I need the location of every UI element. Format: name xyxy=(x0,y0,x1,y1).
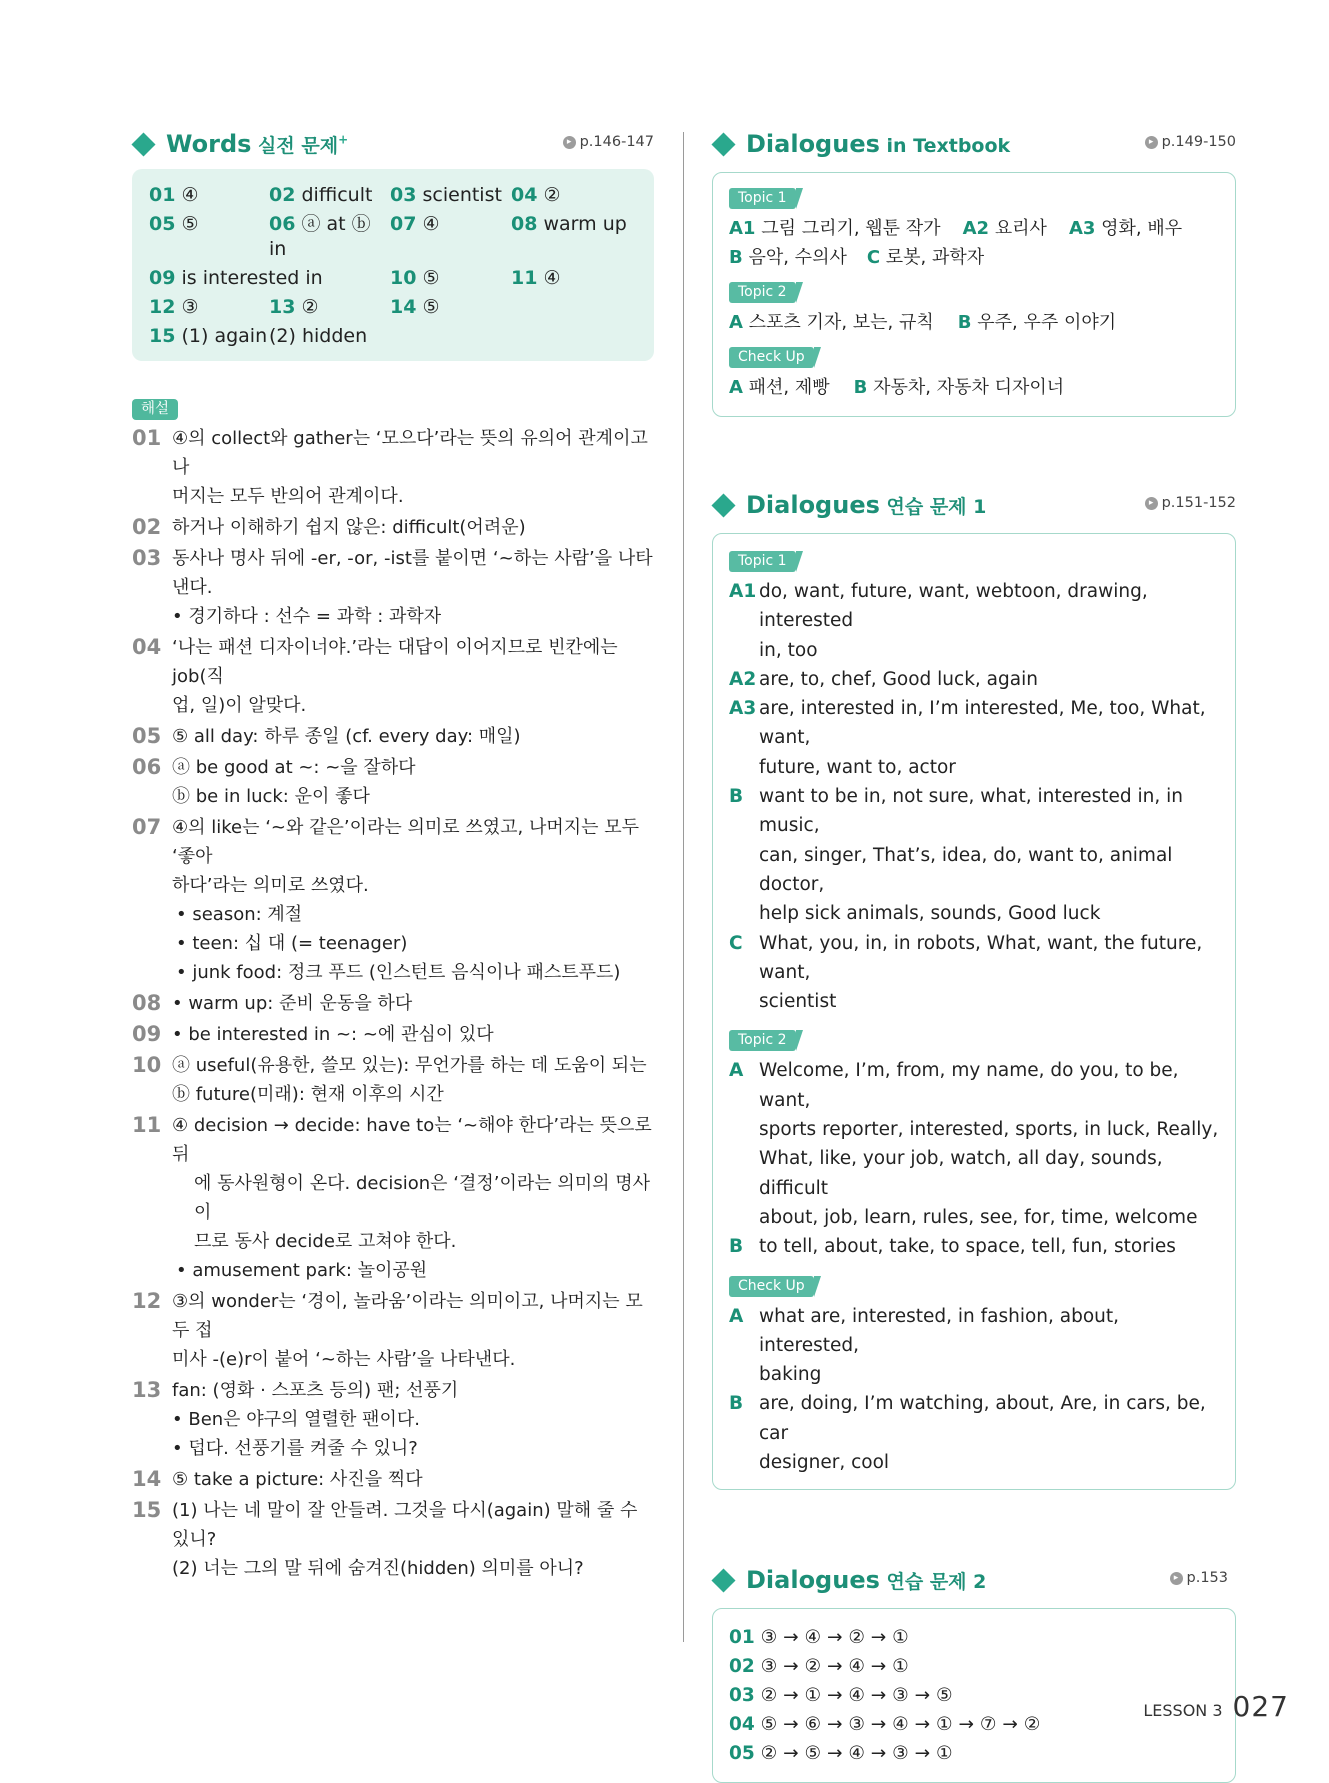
column-divider xyxy=(683,132,684,1642)
page-icon: ▸ xyxy=(1145,136,1158,149)
textbook-title-en: Dialogues xyxy=(746,130,880,158)
explanation-line: 머지는 모두 반의어 관계이다. xyxy=(172,486,404,507)
practice1-title xyxy=(746,491,986,519)
practice1-topic2-list xyxy=(729,1056,1219,1261)
answer-number: 05 xyxy=(149,213,176,235)
explanation-line: • amusement park: 놀이공원 xyxy=(176,1260,428,1281)
practice-answer xyxy=(729,694,1219,782)
plus-mark: + xyxy=(338,132,349,147)
answer-label: A2 xyxy=(962,218,990,239)
words-title-ko: 실전 문제 xyxy=(251,135,339,157)
answer-pair xyxy=(729,247,847,268)
sequence-value: ② → ⑤ → ④ → ③ → ① xyxy=(754,1743,953,1765)
answer-text: 로봇, 과학자 xyxy=(880,247,985,268)
explanation-line: ⓐ useful(유용한, 쓸모 있는): 무언가를 하는 데 도움이 되는 xyxy=(172,1055,647,1076)
answer-value: ③ xyxy=(181,296,199,318)
answer-cell xyxy=(149,266,390,291)
answer-value: ⑤ xyxy=(422,267,440,289)
page-number: 027 xyxy=(1232,1690,1289,1723)
words-page-ref-text: p.146-147 xyxy=(579,134,654,150)
practice-answer xyxy=(729,1302,1219,1390)
answer-number: 14 xyxy=(390,296,417,318)
explanation-line: ⓐ be good at ~: ~을 잘하다 xyxy=(172,757,416,778)
answer-line: future, want to, actor xyxy=(759,756,956,778)
answer-cell xyxy=(390,295,511,320)
answer-cell xyxy=(511,266,638,291)
explanation-item xyxy=(132,544,654,631)
practice1-title-ko: 연습 문제 1 xyxy=(879,496,987,518)
answer-number: 12 xyxy=(149,296,176,318)
words-title-en: Words xyxy=(166,130,252,158)
explanation-number: 01 xyxy=(132,426,162,450)
answer-label: A1 xyxy=(729,581,757,602)
answer-line: are, doing, I’m watching, about, Are, in cars, be, car xyxy=(759,1393,1206,1444)
practice2-page-ref-text: p.153 xyxy=(1186,1570,1228,1587)
answer-pair xyxy=(1069,218,1182,239)
explanation-line: • warm up: 준비 운동을 하다 xyxy=(172,993,413,1014)
sequence-number: 05 xyxy=(729,1743,755,1765)
explanation-line: (2) 너는 그의 말 뒤에 숨겨진(hidden) 의미를 아니? xyxy=(172,1558,584,1579)
explanation-number: 05 xyxy=(132,724,162,748)
explanation-line: • teen: 십 대 (= teenager) xyxy=(176,933,408,954)
answer-number: 03 xyxy=(390,184,417,206)
answer-cell xyxy=(511,295,638,320)
explanation-line: 에 동사원형이 온다. decision은 ‘결정’이라는 의미의 명사이 xyxy=(194,1173,651,1223)
explanation-line: • junk food: 정크 푸드 (인스턴트 음식이나 패스트푸드) xyxy=(176,962,621,983)
explanation-line: 업, 일)이 알맞다. xyxy=(172,695,307,716)
explanation-item xyxy=(132,1376,654,1463)
practice-answer xyxy=(729,1389,1219,1477)
explanation-item xyxy=(132,753,654,811)
explanation-item xyxy=(132,1496,654,1583)
answer-cell xyxy=(149,295,269,320)
answer-pair xyxy=(729,312,934,333)
answer-number: 09 xyxy=(149,267,176,289)
explanation-number: 08 xyxy=(132,991,162,1015)
answer-text: 패션, 제빵 xyxy=(742,377,830,398)
explanation-line: • 덥다. 선풍기를 켜줄 수 있니? xyxy=(172,1438,418,1459)
answer-line: Welcome, I’m, from, my name, do you, to be, want, xyxy=(759,1060,1179,1111)
textbook-answer-box xyxy=(712,172,1236,417)
explanation-number: 04 xyxy=(132,635,162,659)
answer-label: B xyxy=(729,786,744,808)
textbook-topic1-line2 xyxy=(729,243,1219,272)
sequence-number: 03 xyxy=(729,1685,755,1707)
answer-line: do, want, future, want, webtoon, drawing, interested xyxy=(759,581,1148,632)
practice1-page-ref xyxy=(1145,495,1236,511)
answer-value: warm up xyxy=(543,213,627,235)
sequence-answer xyxy=(729,1739,1219,1768)
practice1-title-en: Dialogues xyxy=(746,491,880,519)
explanation-item xyxy=(132,1287,654,1374)
diamond-icon xyxy=(711,132,735,156)
answer-cell xyxy=(511,212,638,262)
answer-number: 11 xyxy=(511,267,538,289)
answer-line: designer, cool xyxy=(759,1452,890,1474)
answer-text: 음악, 수의사 xyxy=(742,247,847,268)
explanation-item xyxy=(132,633,654,720)
answer-value: ⑤ xyxy=(181,213,199,235)
practice-answer xyxy=(729,577,1219,665)
answer-pair xyxy=(963,218,1047,239)
explanation-line: • be interested in ~: ~에 관심이 있다 xyxy=(172,1024,494,1045)
page-icon: ▸ xyxy=(563,136,576,149)
sequence-number: 04 xyxy=(729,1714,755,1736)
explanation-number: 02 xyxy=(132,515,162,539)
answer-value: ④ xyxy=(181,184,199,206)
answer-number: 08 xyxy=(511,213,538,235)
answer-line: sports reporter, interested, sports, in luck, Really, xyxy=(759,1119,1219,1141)
answer-number: 02 xyxy=(269,184,296,206)
answer-number: 04 xyxy=(511,184,538,206)
answer-number: 06 xyxy=(269,213,296,235)
explanation-line: ③의 wonder는 ‘경이, 놀라움’이라는 의미이고, 나머지는 모두 접 xyxy=(172,1291,643,1341)
explanation-badge: 해설 xyxy=(132,399,178,420)
page-footer xyxy=(1143,1690,1289,1723)
textbook-section-header xyxy=(712,128,1236,160)
explanation-number: 07 xyxy=(132,815,162,839)
topic2-badge: Topic 2 xyxy=(729,282,796,303)
practice1-page-ref-text: p.151-152 xyxy=(1161,495,1236,511)
answer-pair xyxy=(854,377,1065,398)
answer-cell xyxy=(269,295,390,320)
answer-line: can, singer, That’s, idea, do, want to, animal doctor, xyxy=(759,844,1173,895)
answer-line: in, too xyxy=(759,639,818,661)
practice2-section-header xyxy=(712,1564,1236,1596)
answer-text: 요리사 xyxy=(989,218,1047,239)
practice2-title-en: Dialogues xyxy=(746,1566,880,1595)
explanation-line: • season: 계절 xyxy=(176,904,303,925)
practice1-section-header xyxy=(712,489,1236,521)
sequence-value: ③ → ② → ④ → ① xyxy=(754,1656,909,1678)
page-icon: ▸ xyxy=(1170,1572,1183,1585)
explanation-line: ④의 collect와 gather는 ‘모으다’라는 뜻의 유의어 관계이고 나 xyxy=(172,428,648,478)
explanation-item xyxy=(132,989,654,1018)
answer-line: what are, interested, in fashion, about, interested, xyxy=(759,1305,1120,1356)
sequence-answer xyxy=(729,1623,1219,1652)
explanation-number: 13 xyxy=(132,1378,162,1402)
explanation-line: fan: (영화 · 스포츠 등의) 팬; 선풍기 xyxy=(172,1380,459,1401)
answer-cell xyxy=(269,212,390,262)
answer-pair xyxy=(729,218,941,239)
answer-line: What, like, your job, watch, all day, sounds, difficult xyxy=(759,1148,1163,1199)
practice1-checkup-list xyxy=(729,1302,1219,1478)
explanation-line: ④의 like는 ‘~와 같은’이라는 의미로 쓰였고, 나머지는 모두 ‘좋아 xyxy=(172,817,640,867)
practice-answer xyxy=(729,929,1219,1017)
answer-cell xyxy=(390,212,511,262)
answer-cell xyxy=(269,183,390,208)
answer-value: ⓐ at ⓑ in xyxy=(269,213,371,260)
explanation-item xyxy=(132,1051,654,1109)
practice-answer xyxy=(729,665,1219,694)
diamond-icon xyxy=(711,1568,735,1592)
topic1-badge: Topic 1 xyxy=(729,551,796,572)
answer-label: A xyxy=(729,377,743,398)
answer-line: scientist xyxy=(759,991,837,1013)
answer-value: ④ xyxy=(543,267,561,289)
answer-number: 15 xyxy=(149,325,176,347)
answer-label: C xyxy=(866,247,881,268)
textbook-page-ref xyxy=(1145,134,1236,150)
page-icon: ▸ xyxy=(1145,497,1158,510)
answer-number: 13 xyxy=(269,296,296,318)
words-answer-grid xyxy=(149,183,638,349)
answer-cell xyxy=(149,212,269,262)
answer-number: 07 xyxy=(390,213,417,235)
explanation-line: 미사 -(e)r이 붙어 ‘~하는 사람’을 나타낸다. xyxy=(172,1349,516,1370)
answer-value: is interested in xyxy=(181,267,323,289)
answer-pair xyxy=(958,312,1116,333)
answer-cell xyxy=(511,324,638,349)
answer-value: ⑤ xyxy=(422,296,440,318)
textbook-checkup-line xyxy=(729,373,1219,402)
answer-label: A xyxy=(729,1305,744,1327)
answer-line: about, job, learn, rules, see, for, time, welcome xyxy=(759,1206,1198,1228)
checkup-badge: Check Up xyxy=(729,347,814,368)
explanation-line: ⓑ be in luck: 운이 좋다 xyxy=(172,786,370,807)
answer-number: 01 xyxy=(149,184,176,206)
answer-text: 그림 그리기, 웹툰 작가 xyxy=(755,218,941,239)
answer-cell xyxy=(390,266,511,291)
answer-cell xyxy=(390,324,511,349)
answer-cell xyxy=(149,183,269,208)
explanation-list xyxy=(132,424,654,1583)
answer-label: A1 xyxy=(729,218,756,239)
answer-line: to tell, about, take, to space, tell, fun, stories xyxy=(759,1236,1176,1258)
answer-value: (1) again xyxy=(181,325,268,347)
answer-value: difficult xyxy=(301,184,373,206)
explanation-line: ⓑ future(미래): 현재 이후의 시간 xyxy=(172,1084,444,1105)
answer-line: What, you, in, in robots, What, want, the future, want, xyxy=(759,932,1203,983)
explanation-item xyxy=(132,1111,654,1285)
explanation-line: ⑤ all day: 하루 종일 (cf. every day: 매일) xyxy=(172,726,521,747)
sequence-number: 01 xyxy=(729,1627,755,1649)
answer-label: B xyxy=(957,312,972,333)
answer-label: B xyxy=(853,377,868,398)
words-page-ref xyxy=(563,134,654,150)
topic1-badge: Topic 1 xyxy=(729,188,796,209)
explanation-line: 동사나 명사 뒤에 -er, -or, -ist를 붙이면 ‘~하는 사람’을 나타낸다. xyxy=(172,548,653,598)
sequence-value: ⑤ → ⑥ → ③ → ④ → ① → ⑦ → ② xyxy=(754,1714,1041,1736)
answer-text: 영화, 배우 xyxy=(1095,218,1183,239)
explanation-line: ④ decision → decide: have to는 ‘~해야 한다’라는 뜻으로 뒤 xyxy=(172,1115,652,1165)
explanation-line: 하거나 이해하기 쉽지 않은: difficult(어려운) xyxy=(172,517,526,538)
explanation-number: 06 xyxy=(132,755,162,779)
practice2-title-ko: 연습 문제 2 xyxy=(879,1571,987,1594)
explanation-number: 10 xyxy=(132,1053,162,1077)
answer-label: A2 xyxy=(729,668,757,690)
answer-pair xyxy=(729,377,830,398)
explanation-line: 하다’라는 의미로 쓰였다. xyxy=(172,875,369,896)
explanation-item xyxy=(132,722,654,751)
explanation-line: ⑤ take a picture: 사진을 찍다 xyxy=(172,1469,423,1490)
answer-label: B xyxy=(729,1236,744,1258)
answer-text: 자동차, 자동차 디자이너 xyxy=(867,377,1065,398)
textbook-topic2-line xyxy=(729,308,1219,337)
explanation-line: • 경기하다 : 선수 = 과학 : 과학자 xyxy=(172,606,442,627)
answer-value: ② xyxy=(301,296,319,318)
answer-line: want to be in, not sure, what, interested in, in music, xyxy=(759,786,1183,837)
explanation-number: 12 xyxy=(132,1289,162,1313)
practice2-title xyxy=(746,1566,986,1594)
answer-line: baking xyxy=(759,1364,822,1386)
practice-answer xyxy=(729,1056,1219,1232)
answer-text: 우주, 우주 이야기 xyxy=(971,312,1117,333)
answer-cell xyxy=(390,183,511,208)
checkup-badge: Check Up xyxy=(729,1276,814,1297)
explanation-number: 14 xyxy=(132,1467,162,1491)
explanation-item xyxy=(132,1020,654,1049)
explanation-item xyxy=(132,424,654,511)
explanation-item xyxy=(132,513,654,542)
answer-pair xyxy=(867,247,984,268)
answer-label: A3 xyxy=(1068,218,1096,239)
answer-label: A xyxy=(729,312,743,333)
sequence-number: 02 xyxy=(729,1656,755,1678)
sequence-value: ② → ① → ④ → ③ → ⑤ xyxy=(754,1685,953,1707)
words-title xyxy=(166,130,348,158)
answer-value: ② xyxy=(543,184,561,206)
answer-label: B xyxy=(729,247,743,268)
answer-value: scientist xyxy=(422,184,502,206)
explanation-line: 므로 동사 decide로 고쳐야 한다. xyxy=(194,1231,457,1252)
answer-label: C xyxy=(729,932,743,954)
explanation-number: 03 xyxy=(132,546,162,570)
answer-cell xyxy=(269,324,390,349)
practice-answer xyxy=(729,782,1219,928)
explanation-line: (1) 나는 네 말이 잘 안들려. 그것을 다시(again) 말해 줄 수 있니? xyxy=(172,1500,638,1550)
answer-line: are, to, chef, Good luck, again xyxy=(759,668,1038,690)
answer-cell xyxy=(511,183,638,208)
sequence-value: ③ → ④ → ② → ① xyxy=(754,1627,909,1649)
answer-label: B xyxy=(729,1393,744,1415)
practice2-page-ref xyxy=(1170,1570,1229,1586)
explanation-number: 09 xyxy=(132,1022,162,1046)
textbook-title xyxy=(746,130,1010,158)
answer-value: (2) hidden xyxy=(269,325,368,347)
answer-text: 스포츠 기자, 보는, 규칙 xyxy=(742,312,934,333)
textbook-page-ref-text: p.149-150 xyxy=(1161,134,1236,150)
explanation-line: ‘나는 패션 디자이너야.’라는 대답이 이어지므로 빈칸에는 job(직 xyxy=(172,637,618,687)
words-answer-box xyxy=(132,169,654,361)
practice1-topic1-list xyxy=(729,577,1219,1016)
words-section-header xyxy=(132,128,654,160)
answer-cell xyxy=(149,324,269,349)
answer-value: ④ xyxy=(422,213,440,235)
answer-line: help sick animals, sounds, Good luck xyxy=(759,903,1101,925)
explanation-number: 15 xyxy=(132,1498,162,1522)
diamond-icon xyxy=(711,493,735,517)
textbook-title-rest: in Textbook xyxy=(879,135,1011,157)
textbook-topic1-line1 xyxy=(729,214,1219,243)
answer-line: are, interested in, I’m interested, Me, too, What, want, xyxy=(759,698,1206,749)
left-column xyxy=(132,128,654,1585)
lesson-label: LESSON 3 xyxy=(1143,1701,1223,1720)
practice1-answer-box xyxy=(712,533,1236,1490)
answer-label: A3 xyxy=(729,698,757,720)
right-column xyxy=(712,128,1236,1783)
diamond-icon xyxy=(131,132,155,156)
explanation-item xyxy=(132,813,654,987)
sequence-answer xyxy=(729,1652,1219,1681)
practice-answer xyxy=(729,1232,1219,1261)
explanation-number: 11 xyxy=(132,1113,162,1137)
answer-number: 10 xyxy=(390,267,417,289)
explanation-item xyxy=(132,1465,654,1494)
explanation-line: • Ben은 야구의 열렬한 팬이다. xyxy=(172,1409,420,1430)
topic2-badge: Topic 2 xyxy=(729,1030,796,1051)
answer-label: A xyxy=(729,1060,744,1082)
